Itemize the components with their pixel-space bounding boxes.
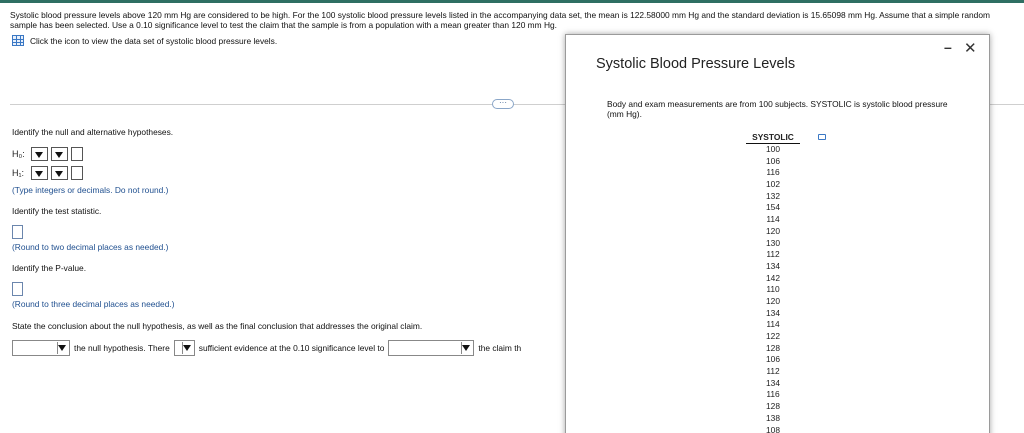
conclusion-prompt: State the conclusion about the null hypothesis, as well as the final conclusion that addresses the original claim.	[12, 321, 423, 331]
h0-parameter-dropdown[interactable]	[31, 147, 48, 161]
table-cell: 128	[766, 401, 780, 412]
table-cell: 138	[766, 412, 780, 423]
table-column-header: SYSTOLIC	[746, 132, 800, 144]
pvalue-prompt: Identify the P-value.	[12, 263, 87, 273]
table-cell: 100	[766, 144, 780, 154]
table-cell: 106	[766, 354, 780, 365]
table-cell: 134	[766, 307, 780, 318]
table-cell: 112	[766, 249, 780, 260]
problem-statement: Systolic blood pressure levels above 120 mm Hg are considered to be high. For the 100 systolic blood pressure levels listed in the accompanying data set, the mean is 122.58000 mm Hg and the standard deviation is 15.65098 mm Hg. Assume that a simple random sample has been selected. Use a 0.10 significance level to test the claim that the sample is from a population with a mean greater than 120 mm Hg.	[10, 10, 990, 30]
table-cell: 132	[766, 190, 780, 201]
table-cell: 134	[766, 377, 780, 388]
conclusion-text-1: the null hypothesis. There	[74, 343, 170, 353]
h1-value-input[interactable]	[71, 166, 83, 180]
expand-more-button[interactable]: ···	[492, 99, 514, 109]
test-statistic-prompt: Identify the test statistic.	[12, 206, 102, 216]
h0-value-input[interactable]	[71, 147, 83, 161]
table-cell: 108	[766, 424, 780, 433]
conclusion-text-2: sufficient evidence at the 0.10 significance level to	[198, 343, 385, 353]
conclusion-text-3: the claim th	[478, 343, 522, 353]
hypotheses-prompt: Identify the null and alternative hypotheses.	[12, 127, 174, 137]
h0-operator-dropdown[interactable]	[51, 147, 68, 161]
h0-row	[12, 147, 83, 161]
h1-parameter-dropdown[interactable]	[31, 166, 48, 180]
section-divider-right	[985, 104, 1024, 105]
test-statistic-hint: (Round to two decimal places as needed.)	[12, 242, 169, 252]
pvalue-hint: (Round to three decimal places as needed.)	[12, 299, 175, 309]
dataset-link-label[interactable]: Click the icon to view the data set of systolic blood pressure levels.	[30, 35, 278, 46]
conclusion-row	[12, 340, 521, 356]
table-cell: 142	[766, 272, 780, 283]
popup-title: Systolic Blood Pressure Levels	[596, 56, 796, 72]
minimize-icon[interactable]: –	[944, 39, 952, 55]
h1-label: H₁:	[12, 168, 25, 178]
table-cell: 122	[766, 331, 780, 341]
popup-description: Body and exam measurements are from 100 subjects. SYSTOLIC is systolic blood pressure (mm Hg).	[607, 99, 948, 119]
table-cell: 130	[766, 237, 780, 248]
table-cell: 128	[766, 342, 780, 353]
h0-label: H₀:	[12, 149, 25, 159]
pvalue-input[interactable]	[12, 282, 23, 296]
section-divider	[10, 104, 565, 105]
h1-row	[12, 166, 83, 180]
close-icon[interactable]: ✕	[964, 40, 977, 57]
table-cell: 110	[766, 284, 780, 295]
table-cell: 102	[766, 179, 780, 190]
table-cell: 154	[766, 202, 780, 213]
hypotheses-hint: (Type integers or decimals. Do not round.)	[12, 185, 169, 195]
copy-data-icon[interactable]	[818, 134, 826, 140]
table-cell: 114	[766, 319, 780, 330]
test-statistic-input[interactable]	[12, 225, 23, 239]
claim-decision-dropdown[interactable]	[388, 340, 474, 356]
systolic-data-table	[746, 132, 800, 433]
data-table-icon[interactable]	[12, 35, 24, 46]
table-cell: 116	[766, 167, 780, 178]
table-cell: 120	[766, 295, 780, 306]
table-cell: 106	[766, 155, 780, 166]
table-cell: 116	[766, 389, 780, 400]
h1-operator-dropdown[interactable]	[51, 166, 68, 180]
table-cell: 114	[766, 214, 780, 225]
table-cell: 134	[766, 260, 780, 271]
evidence-dropdown[interactable]	[174, 340, 195, 356]
dataset-link[interactable]	[12, 35, 277, 46]
table-cell: 120	[766, 225, 780, 236]
top-accent-bar	[0, 0, 1024, 3]
reject-decision-dropdown[interactable]	[12, 340, 70, 356]
dataset-popup-window	[565, 34, 990, 433]
table-cell: 112	[766, 366, 780, 377]
